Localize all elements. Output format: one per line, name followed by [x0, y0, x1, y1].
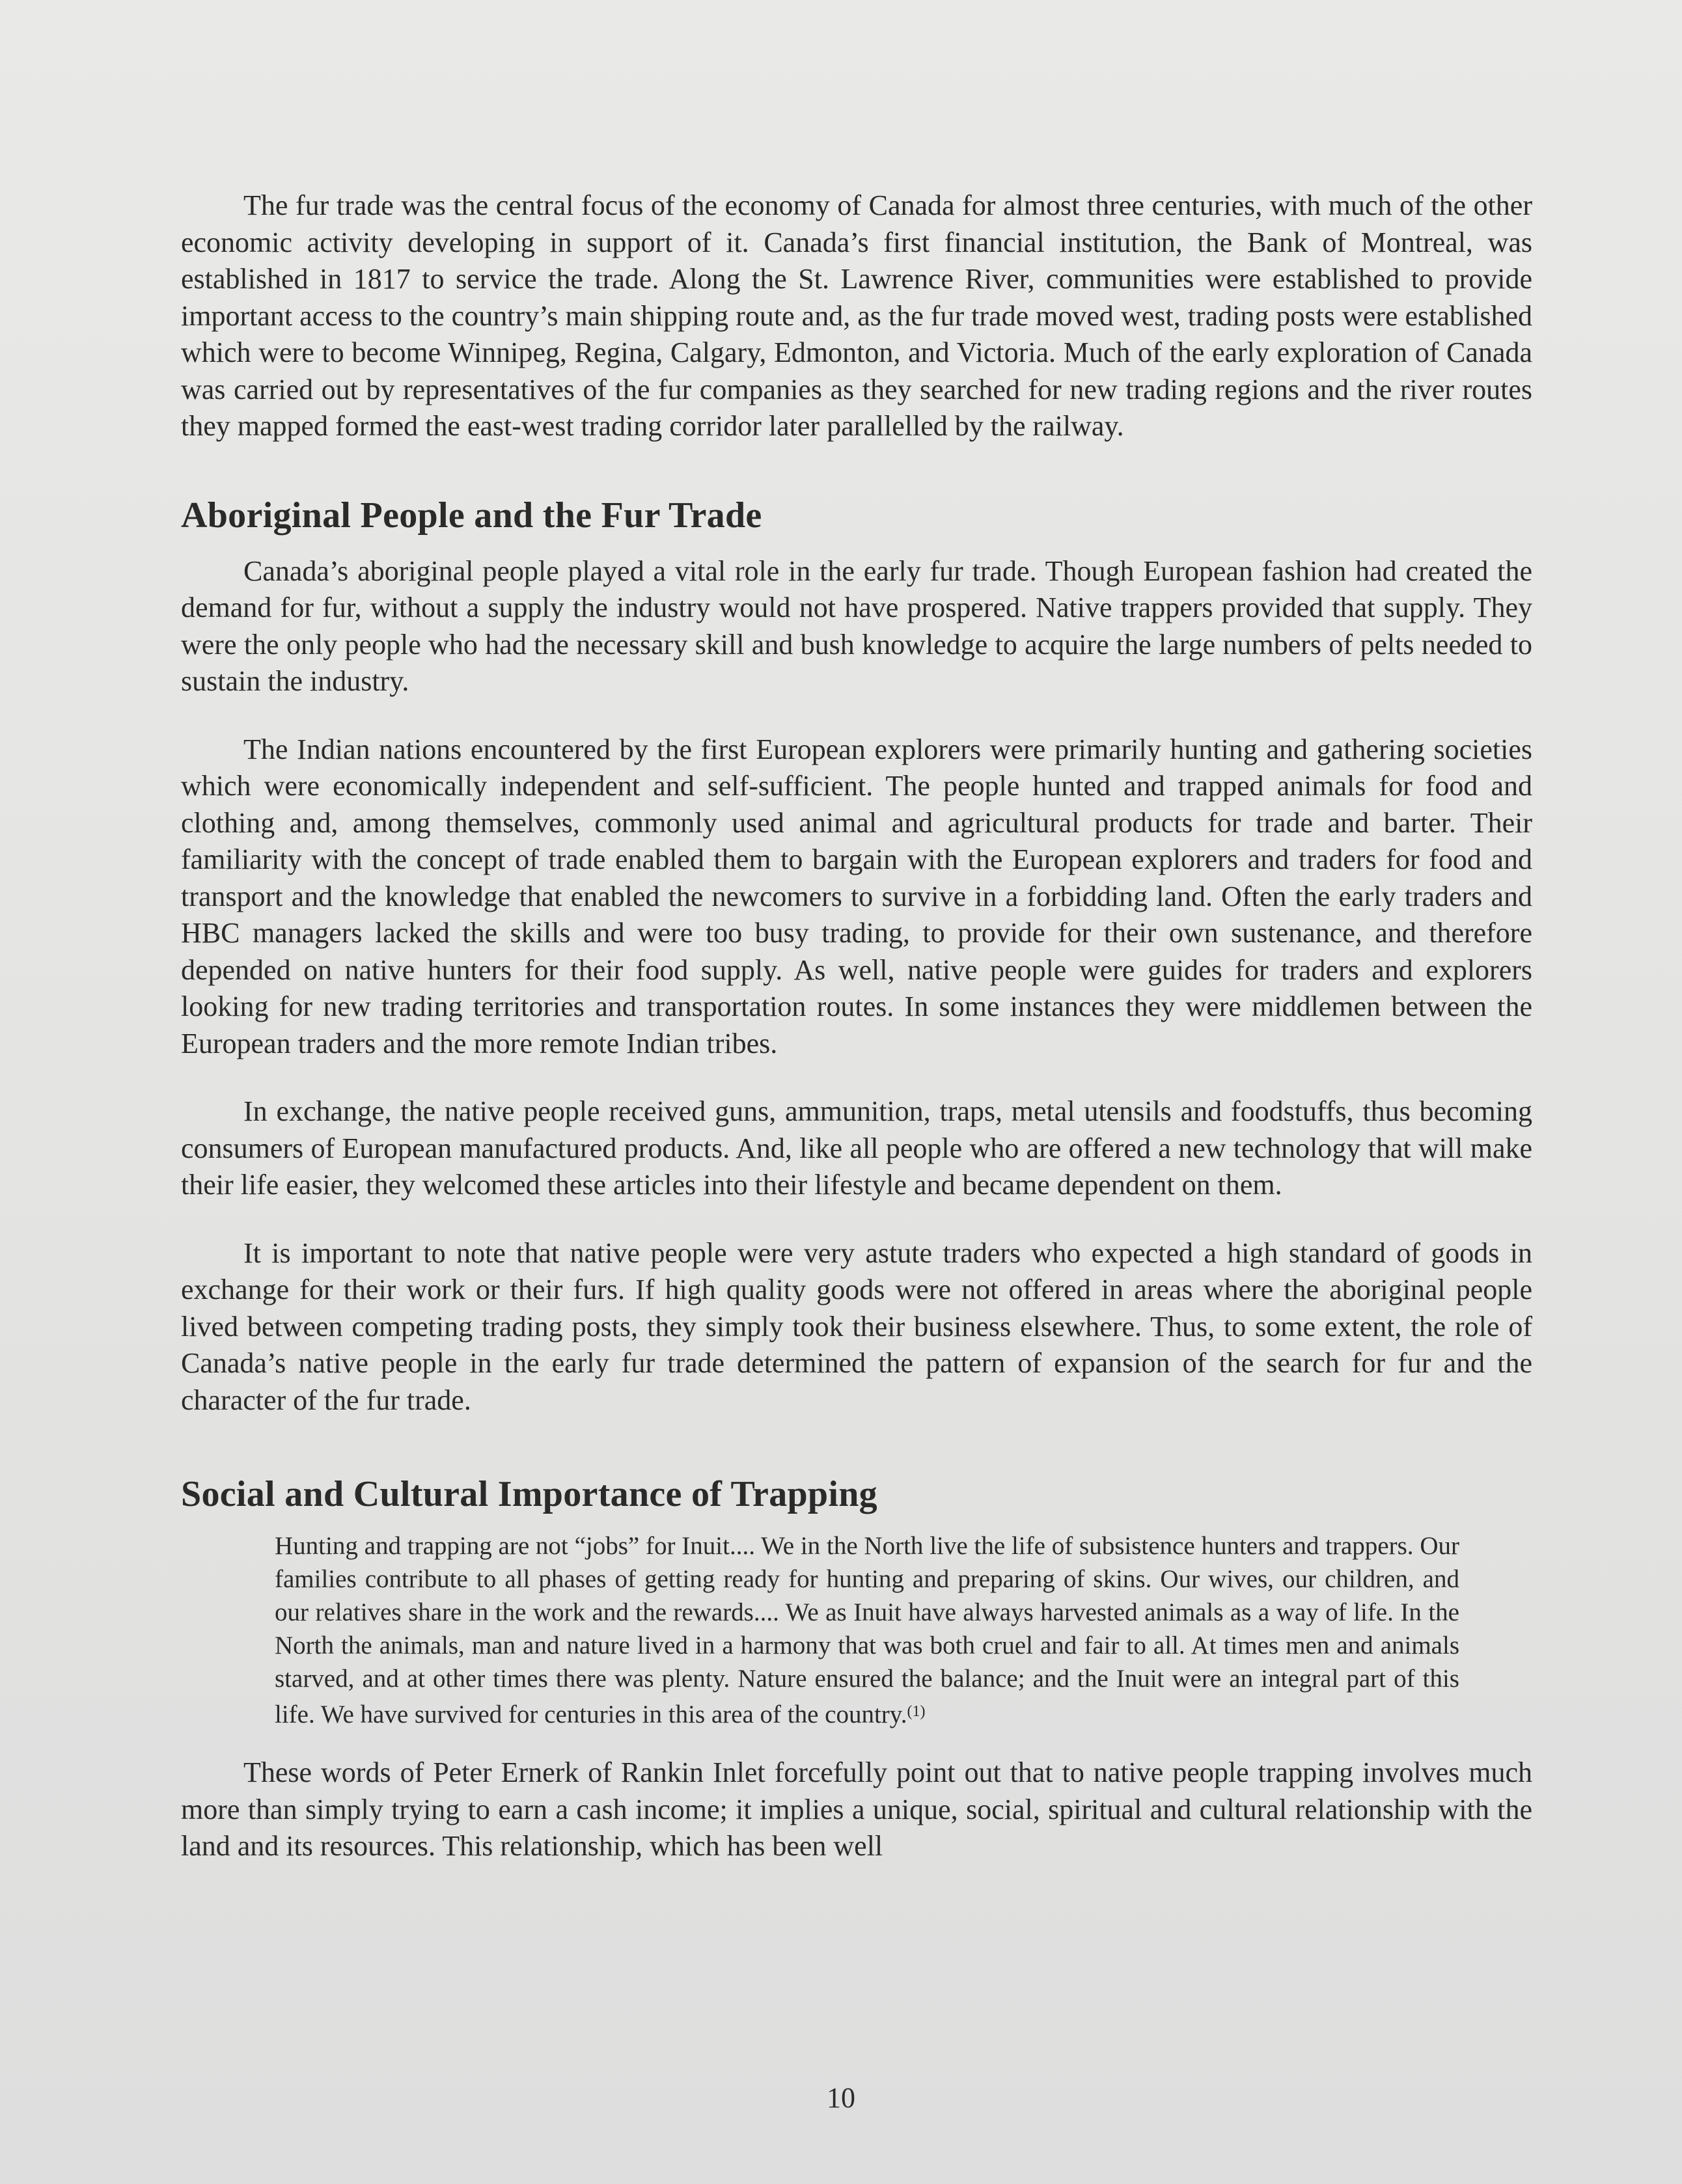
page-number: 10 — [827, 2082, 855, 2114]
paragraph-aboriginal-2: The Indian nations encountered by the first European explorers were primarily hunting and gathering societies which were economically independent and self-sufficient. The people hunted and trapped animals for food and clothing and, among themselves, commonly used animal and agricultural products for trade and barter. Their familiarity with the concept of trade enabled them to bargain with the European explorers and traders for food and transport and the knowledge that enabled the newcomers to survive in a forbidding land. Often the early traders and HBC managers lacked the skills and were too busy trading, to provide for their own sustenance, and therefore depended on native hunters for their food supply. As well, native people were guides for traders and explorers looking for new trading territories and transportation routes. In some instances they were middlemen between the European traders and the more remote Indian tribes. — [181, 733, 1532, 1059]
heading-aboriginal-people: Aboriginal People and the Fur Trade — [181, 495, 762, 536]
footnote-marker: (1) — [907, 1703, 926, 1720]
heading-social-cultural: Social and Cultural Importance of Trapping — [181, 1474, 877, 1514]
paragraph-intro: The fur trade was the central focus of the economy of Canada for almost three centuries, with much of the other economic activity developing in support of it. Canada’s first financial institution, the Bank of Montreal, was established in 1817 to service the trade. Along the St. Lawrence River, communities were established to provide important access to the country’s main shipping route and, as the fur trade moved west, trading posts were established which were to become Winnipeg, Regina, Calgary, Edmonton, and Victoria. Much of the early exploration of Canada was carried out by representatives of the fur companies as they searched for new trading regions and the river routes they mapped formed the east-west trading corridor later parallelled by the railway. — [181, 189, 1532, 442]
paragraph-aboriginal-1: Canada’s aboriginal people played a vital role in the early fur trade. Though European fashion had created the demand for fur, without a supply the industry would not have prospered. Native trappers provided that supply. They were the only people who had the necessary skill and bush knowledge to acquire the large numbers of pelts needed to sustain the industry. — [181, 554, 1532, 697]
page-body — [181, 187, 1532, 1865]
paragraph-closing: These words of Peter Ernerk of Rankin Inlet forcefully point out that to native people trapping involves much more than simply trying to earn a cash income; it implies a unique, social, spiritual and cultural relationship with the land and its resources. This relationship, which has been well — [181, 1756, 1532, 1862]
quote-text: Hunting and trapping are not “jobs” for Inuit.... We in the North live the life of subsistence hunters and trappers. Our families contribute to all phases of getting ready for hunting and preparing of skins. Our wives, our children, and our relatives share in the work and the rewards.... We as Inuit have always harvested animals as a way of life. In the North the animals, man and nature lived in a harmony that was both cruel and fair to all. At times men and animals starved, and at other times there was plenty. Nature ensured the balance; and the Inuit were an integral part of this life. We have survived for centuries in this area of the country. — [275, 1532, 1459, 1728]
paragraph-aboriginal-3: In exchange, the native people received guns, ammunition, traps, metal utensils and foodstuffs, thus becoming consumers of European manufactured products. And, like all people who are offered a new technology that will make their life easier, they welcomed these articles into their lifestyle and became dependent on them. — [181, 1095, 1532, 1201]
paragraph-aboriginal-4: It is important to note that native people were very astute traders who expected a high standard of goods in exchange for their work or their furs. If high quality goods were not offered in areas where the aboriginal people lived between competing trading posts, they simply took their business elsewhere. Thus, to some extent, the role of Canada’s native people in the early fur trade determined the pattern of expansion of the search for fur and the character of the fur trade. — [181, 1236, 1532, 1416]
block-quote — [275, 1529, 1459, 1731]
